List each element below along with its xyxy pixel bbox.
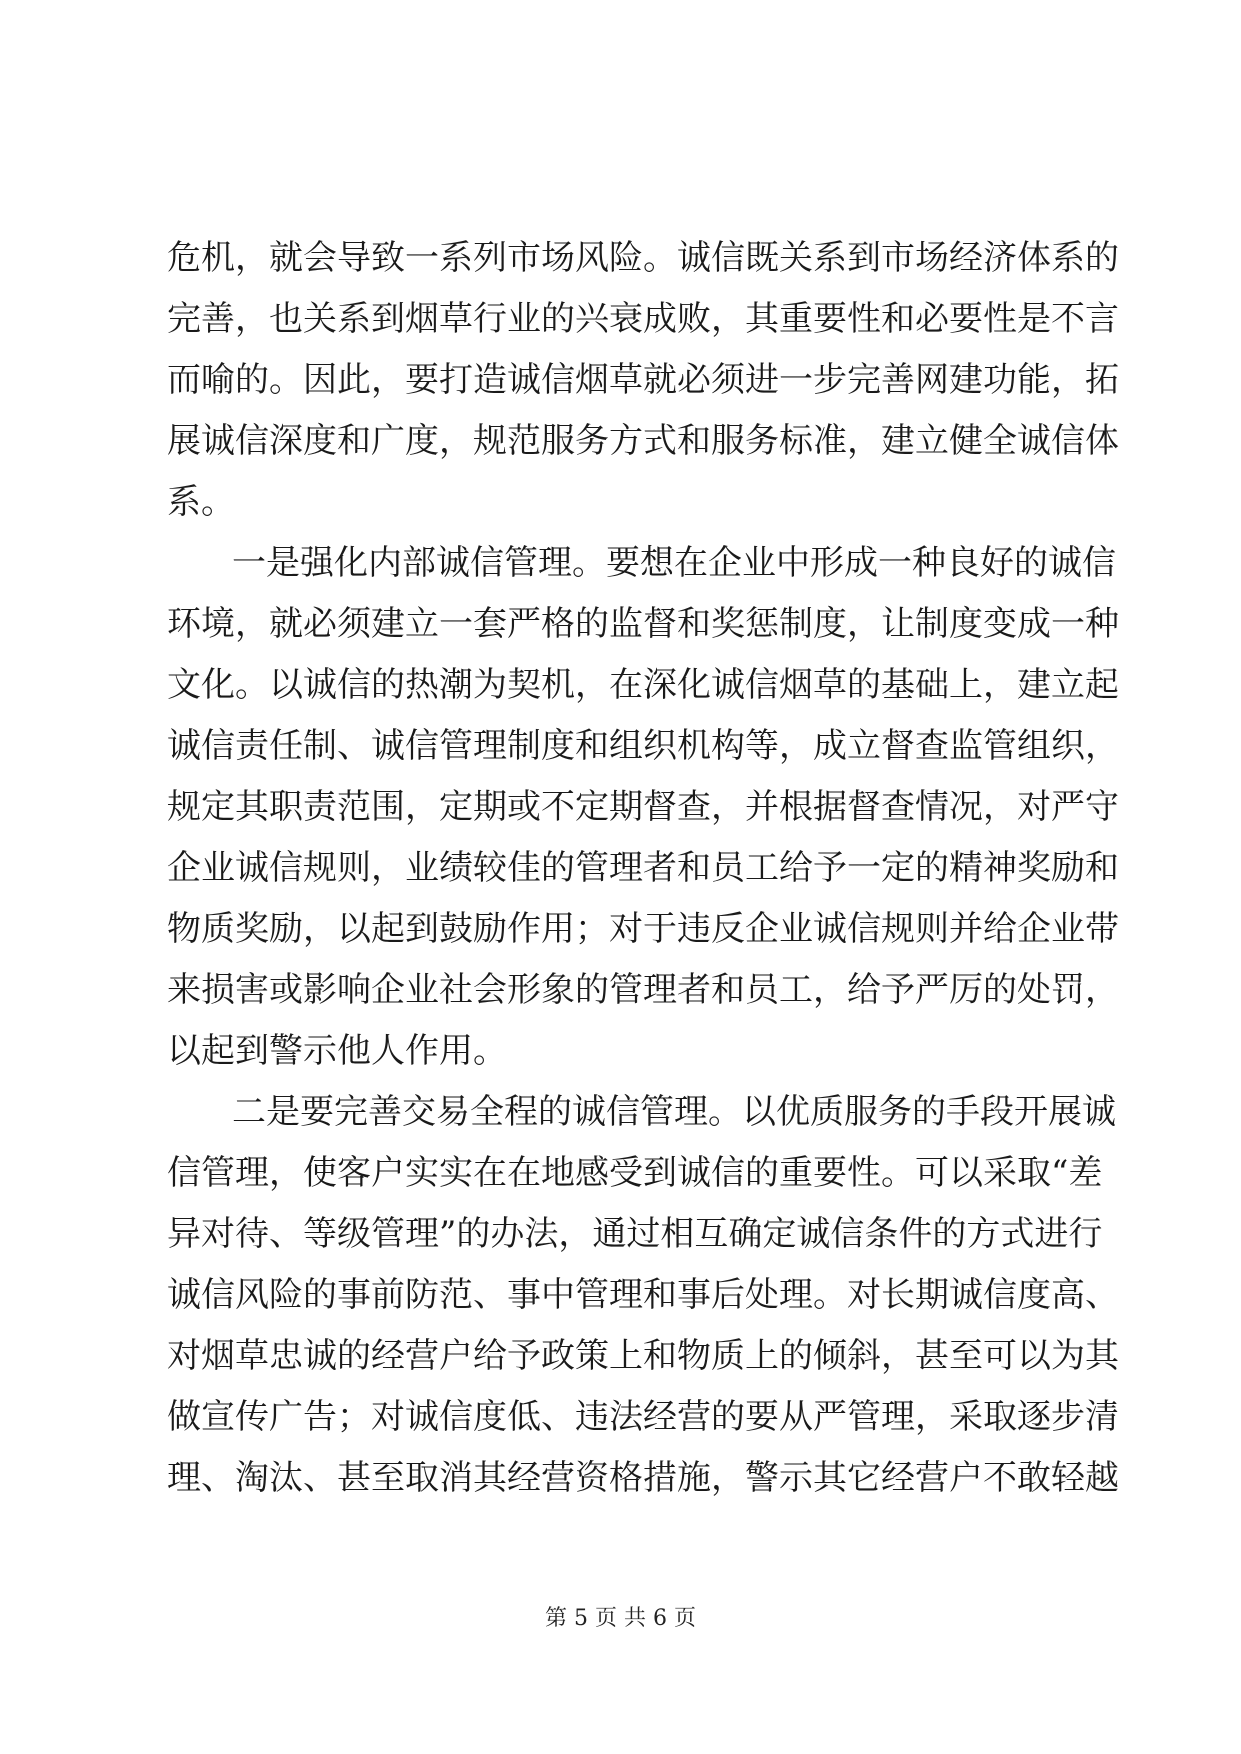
text-line: 理、淘汰、甚至取消其经营资格措施，警示其它经营户不敢轻越 <box>167 1458 1119 1498</box>
text-line: 规定其职责范围，定期或不定期督查，并根据督查情况，对严守 <box>167 787 1119 827</box>
text-line: 诚信责任制、诚信管理制度和组织机构等，成立督查监管组织， <box>167 726 1119 766</box>
paragraph-first-line: 二是要完善交易全程的诚信管理。以优质服务的手段开展诚 <box>232 1092 1116 1132</box>
text-line: 物质奖励，以起到鼓励作用；对于违反企业诚信规则并给企业带 <box>167 909 1119 949</box>
text-line: 企业诚信规则，业绩较佳的管理者和员工给予一定的精神奖励和 <box>167 848 1119 888</box>
text-line: 来损害或影响企业社会形象的管理者和员工，给予严厉的处罚， <box>167 970 1119 1010</box>
page-number-footer: 第 5 页 共 6 页 <box>545 1606 696 1631</box>
text-line: 做宣传广告；对诚信度低、违法经营的要从严管理，采取逐步清 <box>167 1397 1119 1437</box>
text-line: 完善，也关系到烟草行业的兴衰成败，其重要性和必要性是不言 <box>167 299 1119 339</box>
text-line: 诚信风险的事前防范、事中管理和事后处理。对长期诚信度高、 <box>167 1275 1119 1315</box>
text-line: 信管理，使客户实实在在地感受到诚信的重要性。可以采取“差 <box>167 1153 1103 1193</box>
text-line: 文化。以诚信的热潮为契机，在深化诚信烟草的基础上，建立起 <box>167 665 1119 705</box>
text-line: 系。 <box>167 482 235 522</box>
text-line: 以起到警示他人作用。 <box>167 1031 507 1071</box>
text-line: 对烟草忠诚的经营户给予政策上和物质上的倾斜，甚至可以为其 <box>167 1336 1119 1376</box>
text-line: 而喻的。因此，要打造诚信烟草就必须进一步完善网建功能，拓 <box>167 360 1119 400</box>
text-line: 展诚信深度和广度，规范服务方式和服务标准，建立健全诚信体 <box>167 421 1119 461</box>
paragraph-first-line: 一是强化内部诚信管理。要想在企业中形成一种良好的诚信 <box>232 543 1116 583</box>
text-line: 异对待、等级管理”的办法，通过相互确定诚信条件的方式进行 <box>167 1214 1103 1254</box>
text-line: 危机，就会导致一系列市场风险。诚信既关系到市场经济体系的 <box>167 238 1119 278</box>
text-line: 环境，就必须建立一套严格的监督和奖惩制度，让制度变成一种 <box>167 604 1119 644</box>
